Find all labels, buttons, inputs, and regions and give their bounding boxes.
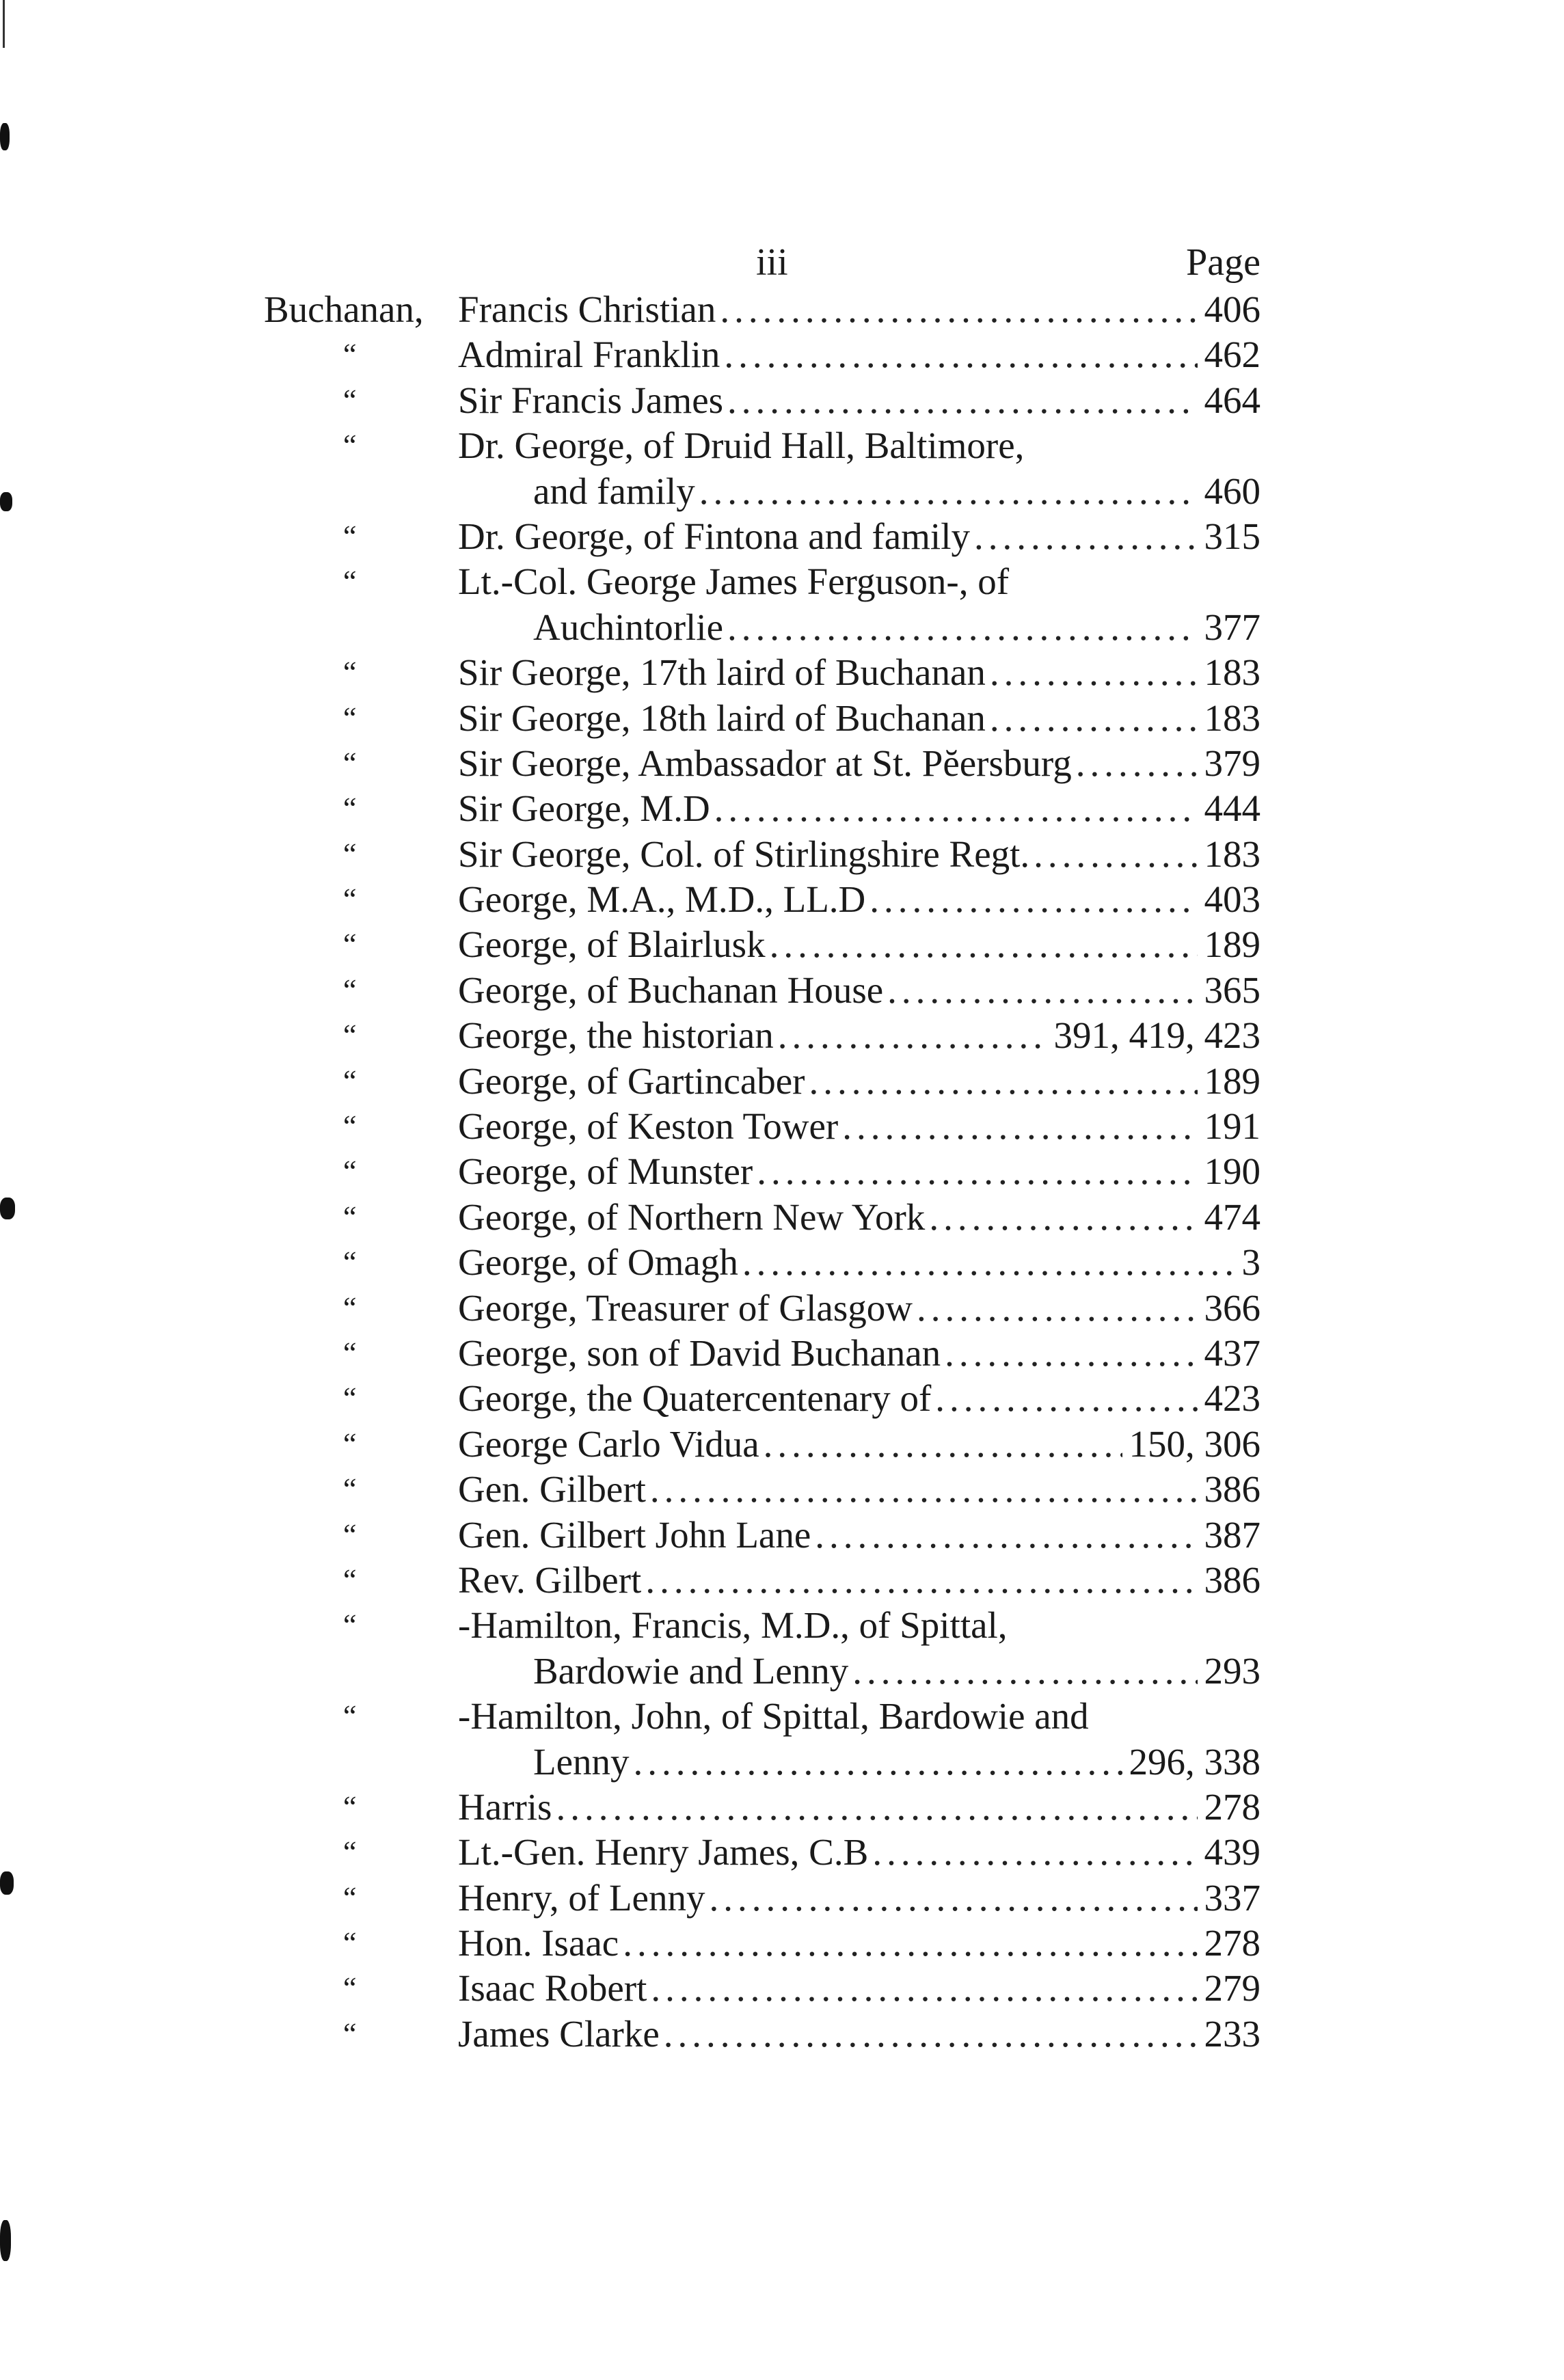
index-entry-line xyxy=(264,968,1260,1013)
page-reference: 386 xyxy=(1204,1558,1260,1601)
index-entry-line xyxy=(264,423,1260,468)
index-entry-line xyxy=(264,1013,1260,1058)
dot-leader xyxy=(699,469,1198,514)
entry-name: George, of Omagh xyxy=(458,1241,738,1284)
ditto-mark: “ xyxy=(343,1880,357,1915)
entry-name: Rev. Gilbert xyxy=(458,1558,642,1601)
page-reference: 387 xyxy=(1204,1513,1260,1556)
entry-label xyxy=(458,696,1260,741)
page-reference: 423 xyxy=(1204,1377,1260,1420)
page-reference: 233 xyxy=(1204,2012,1260,2055)
index-entry xyxy=(264,1104,1260,1149)
entry-name: Harris xyxy=(458,1785,552,1828)
page-reference: 183 xyxy=(1204,651,1260,694)
ditto-mark: “ xyxy=(343,1018,357,1053)
page-reference: 462 xyxy=(1204,334,1260,376)
page-reference: 365 xyxy=(1204,969,1260,1011)
ditto-mark: “ xyxy=(343,519,357,553)
index-entry-line xyxy=(264,1694,1260,1739)
entry-label xyxy=(458,559,1260,604)
index-entry xyxy=(264,1558,1260,1603)
index-entry-line xyxy=(264,1513,1260,1558)
ditto-mark: “ xyxy=(343,383,357,417)
dot-leader xyxy=(945,1331,1197,1376)
dot-leader xyxy=(724,332,1197,377)
entry-label xyxy=(458,968,1260,1013)
margin-blot xyxy=(0,492,12,511)
page-reference: 3 xyxy=(1241,1241,1260,1284)
index-entry xyxy=(264,2012,1260,2057)
page-reference: 464 xyxy=(1204,379,1260,421)
index-entry xyxy=(264,559,1260,650)
index-entry xyxy=(264,1830,1260,1875)
ditto-mark: “ xyxy=(343,1200,357,1234)
index-entry xyxy=(264,741,1260,786)
page-reference: 189 xyxy=(1204,923,1260,966)
index-entry xyxy=(264,1240,1260,1285)
page-reference: 377 xyxy=(1204,606,1260,648)
page-reference: 296, 338 xyxy=(1129,1740,1260,1783)
ditto-mark: “ xyxy=(343,746,357,780)
index-entry xyxy=(264,1467,1260,1512)
surname-heading: Buchanan, xyxy=(264,288,424,330)
page-number-roman: iii xyxy=(756,241,788,284)
index-entry xyxy=(264,832,1260,877)
ditto-mark: “ xyxy=(343,1290,357,1325)
page-reference: 293 xyxy=(1204,1649,1260,1692)
ditto-mark: “ xyxy=(343,565,357,599)
entry-name: Gen. Gilbert xyxy=(458,1468,646,1511)
entry-label xyxy=(458,1059,1260,1104)
index-entry xyxy=(264,1876,1260,1921)
entry-label xyxy=(458,1195,1260,1240)
dot-leader xyxy=(764,1422,1122,1467)
ditto-mark: “ xyxy=(343,1109,357,1144)
margin-blot xyxy=(0,123,10,150)
entry-name: George, the historian xyxy=(458,1014,774,1057)
entry-label xyxy=(458,423,1260,468)
index-entry xyxy=(264,1195,1260,1240)
ditto-mark: “ xyxy=(343,2016,357,2051)
dot-leader xyxy=(623,1921,1197,1966)
entry-name: Auchintorlie xyxy=(533,606,723,648)
entry-name: Sir George, 17th laird of Buchanan xyxy=(458,651,986,694)
page-column-label: Page xyxy=(1186,241,1260,284)
index-entry xyxy=(264,1013,1260,1058)
entry-name: George, of Gartincaber xyxy=(458,1059,805,1102)
entry-label xyxy=(458,1331,1260,1376)
entry-label xyxy=(458,514,1260,559)
entry-name: Lenny xyxy=(533,1740,630,1783)
entry-name: Sir George, 18th laird of Buchanan xyxy=(458,697,986,739)
entry-name: George, M.A., M.D., LL.D xyxy=(458,878,866,921)
page-reference: 189 xyxy=(1204,1059,1260,1102)
index-entry-line xyxy=(264,1603,1260,1648)
entry-label xyxy=(458,877,1260,922)
entry-name: Gen. Gilbert John Lane xyxy=(458,1513,811,1556)
dot-leader xyxy=(714,786,1198,831)
index-entry xyxy=(264,1059,1260,1104)
entry-label xyxy=(458,1240,1260,1285)
ditto-mark: “ xyxy=(343,1926,357,1960)
index-entry-line xyxy=(264,2012,1260,2057)
entry-name: Dr. George, of Fintona and family xyxy=(458,515,970,557)
ditto-mark: “ xyxy=(343,1563,357,1597)
dot-leader xyxy=(727,605,1198,650)
dot-leader xyxy=(809,1059,1198,1104)
dot-leader xyxy=(651,1966,1197,2011)
entry-label xyxy=(458,1558,1260,1603)
dot-leader xyxy=(664,2012,1198,2057)
dot-leader xyxy=(645,1558,1197,1603)
entry-label xyxy=(458,650,1260,695)
entry-label xyxy=(458,378,1260,423)
dot-leader xyxy=(935,1376,1197,1421)
scan-edge-mark xyxy=(3,0,5,48)
index-entry xyxy=(264,650,1260,695)
ditto-mark: “ xyxy=(343,1472,357,1506)
page-reference: 437 xyxy=(1204,1331,1260,1374)
entry-name: Francis Christian xyxy=(458,288,716,330)
entry-label xyxy=(458,332,1260,377)
dot-leader xyxy=(709,1876,1197,1921)
dot-leader xyxy=(869,877,1197,922)
index-entry-line xyxy=(264,877,1260,922)
index-entry xyxy=(264,696,1260,741)
dot-leader xyxy=(990,650,1198,695)
page-reference: 439 xyxy=(1204,1831,1260,1874)
dot-leader xyxy=(650,1467,1198,1512)
index-entry-line xyxy=(264,922,1260,967)
index-entry xyxy=(264,786,1260,831)
index-entry xyxy=(264,378,1260,423)
page-reference: 391, 419, 423 xyxy=(1053,1014,1260,1057)
index-entry-continuation xyxy=(264,469,1260,514)
index-entry xyxy=(264,1422,1260,1467)
margin-blot xyxy=(0,1871,14,1895)
index-entry xyxy=(264,1513,1260,1558)
page-reference: 444 xyxy=(1204,787,1260,830)
entry-name: Henry, of Lenny xyxy=(458,1876,705,1919)
entry-label xyxy=(458,1013,1260,1058)
page-reference: 366 xyxy=(1204,1286,1260,1329)
entry-label xyxy=(458,741,1260,786)
dot-leader xyxy=(720,287,1197,332)
page-reference: 379 xyxy=(1204,742,1260,784)
entry-label xyxy=(458,1876,1260,1921)
entry-name: George, Treasurer of Glasgow xyxy=(458,1286,913,1329)
index-entry xyxy=(264,1694,1260,1785)
ditto-mark: “ xyxy=(343,1245,357,1280)
ditto-mark: “ xyxy=(343,973,357,1007)
index-entry-line xyxy=(264,741,1260,786)
entry-label xyxy=(458,786,1260,831)
entry-name: Admiral Franklin xyxy=(458,334,720,376)
dot-leader xyxy=(887,968,1197,1013)
page-reference: 150, 306 xyxy=(1129,1422,1260,1465)
dot-leader xyxy=(917,1286,1198,1331)
index-entry-line xyxy=(264,1376,1260,1421)
index-entry xyxy=(264,332,1260,377)
ditto-mark: “ xyxy=(343,1789,357,1824)
dot-leader xyxy=(815,1513,1197,1558)
entry-label xyxy=(533,605,1260,650)
entry-label xyxy=(458,1149,1260,1194)
entry-label xyxy=(458,1694,1260,1739)
dot-leader xyxy=(990,696,1198,741)
entry-name: George, of Northern New York xyxy=(458,1195,926,1238)
dot-leader xyxy=(742,1240,1235,1285)
ditto-mark: “ xyxy=(343,1971,357,2005)
dot-leader xyxy=(929,1195,1197,1240)
index-entry xyxy=(264,1603,1260,1694)
page-reference: 278 xyxy=(1204,1922,1260,1964)
index-entry xyxy=(264,922,1260,967)
index-entry-line xyxy=(264,832,1260,877)
index-entry xyxy=(264,1286,1260,1331)
ditto-mark: “ xyxy=(343,1336,357,1370)
entry-name: -Hamilton, John, of Spittal, Bardowie and xyxy=(458,1695,1089,1737)
entry-label xyxy=(458,1513,1260,1558)
dot-leader xyxy=(842,1104,1197,1149)
page-reference: 406 xyxy=(1204,288,1260,330)
index-entry xyxy=(264,1785,1260,1830)
ditto-mark: “ xyxy=(343,1154,357,1189)
index-entry-line xyxy=(264,1195,1260,1240)
entry-label xyxy=(458,1467,1260,1512)
index-entry xyxy=(264,514,1260,559)
index-entry-line xyxy=(264,1467,1260,1512)
page-reference: 403 xyxy=(1204,878,1260,921)
index-entry-line xyxy=(264,1876,1260,1921)
dot-leader xyxy=(727,378,1197,423)
entry-name: Hon. Isaac xyxy=(458,1922,619,1964)
dot-leader xyxy=(872,1830,1197,1875)
entry-label xyxy=(458,832,1260,877)
dot-leader xyxy=(778,1013,1047,1058)
page-reference: 386 xyxy=(1204,1468,1260,1511)
entry-name: James Clarke xyxy=(458,2012,660,2055)
page-reference: 474 xyxy=(1204,1195,1260,1238)
entry-name: Sir George, Ambassador at St. Pĕersburg xyxy=(458,742,1072,784)
page-reference: 190 xyxy=(1204,1150,1260,1193)
entry-name: -Hamilton, Francis, M.D., of Spittal, xyxy=(458,1604,1008,1647)
index-entry-line xyxy=(264,696,1260,741)
entry-name: Sir George, Col. of Stirlingshire Regt. xyxy=(458,833,1030,875)
index-entry-line xyxy=(264,1286,1260,1331)
entry-name: George, of Keston Tower xyxy=(458,1105,839,1148)
index-entry-line xyxy=(264,1558,1260,1603)
index-entry xyxy=(264,968,1260,1013)
index-entry-line xyxy=(264,786,1260,831)
index-entry xyxy=(264,1149,1260,1194)
dot-leader xyxy=(634,1740,1122,1785)
entry-name: and family xyxy=(533,470,695,512)
index-entry-line xyxy=(264,559,1260,604)
index-entry-continuation xyxy=(264,1740,1260,1785)
page-reference: 191 xyxy=(1204,1105,1260,1148)
entry-name: George, of Buchanan House xyxy=(458,969,884,1011)
entry-name: Lt.-Col. George James Ferguson-, of xyxy=(458,560,1010,603)
index-entry-line xyxy=(264,1104,1260,1149)
index-entry-continuation xyxy=(264,605,1260,650)
entry-label xyxy=(458,1830,1260,1875)
page-reference: 337 xyxy=(1204,1876,1260,1919)
entry-label xyxy=(458,1376,1260,1421)
dot-leader xyxy=(1034,832,1197,877)
ditto-mark: “ xyxy=(343,1426,357,1461)
entry-label xyxy=(458,1286,1260,1331)
index-entry xyxy=(264,1376,1260,1421)
dot-leader xyxy=(556,1785,1197,1830)
index-entry xyxy=(264,287,1260,332)
index-entry-line xyxy=(264,332,1260,377)
entry-name: Dr. George, of Druid Hall, Baltimore, xyxy=(458,424,1025,467)
index-entry-line xyxy=(264,650,1260,695)
ditto-mark: “ xyxy=(343,701,357,735)
page-reference: 460 xyxy=(1204,470,1260,512)
entry-name: Sir George, M.D xyxy=(458,787,710,830)
index-entry-line xyxy=(264,1240,1260,1285)
entry-name: George, of Blairlusk xyxy=(458,923,766,966)
page-reference: 279 xyxy=(1204,1967,1260,2010)
index-entry xyxy=(264,877,1260,922)
entry-name: Lt.-Gen. Henry James, C.B xyxy=(458,1831,869,1874)
entry-label xyxy=(458,2012,1260,2057)
dot-leader xyxy=(852,1649,1197,1694)
ditto-mark: “ xyxy=(343,1699,357,1733)
entry-name: George, the Quatercentenary of xyxy=(458,1377,932,1420)
index-entry-line xyxy=(264,378,1260,423)
ditto-mark: “ xyxy=(343,928,357,962)
ditto-mark: “ xyxy=(343,338,357,372)
ditto-mark: “ xyxy=(343,655,357,690)
ditto-mark: “ xyxy=(343,1064,357,1098)
page-reference: 183 xyxy=(1204,833,1260,875)
ditto-mark: “ xyxy=(343,429,357,463)
ditto-mark: “ xyxy=(343,837,357,871)
index-entry-line xyxy=(264,1785,1260,1830)
margin-blot xyxy=(0,2220,11,2261)
ditto-mark: “ xyxy=(343,1517,357,1552)
index-entry-continuation xyxy=(264,1649,1260,1694)
entry-label xyxy=(458,1966,1260,2011)
entry-name: George, son of David Buchanan xyxy=(458,1331,941,1374)
entry-label xyxy=(458,1785,1260,1830)
index-entry-line xyxy=(264,1422,1260,1467)
index-entry-line xyxy=(264,1149,1260,1194)
entry-label xyxy=(458,1603,1260,1648)
ditto-mark: “ xyxy=(343,882,357,917)
entry-label xyxy=(458,922,1260,967)
entry-label xyxy=(533,1740,1260,1785)
dot-leader xyxy=(757,1149,1197,1194)
page-reference: 278 xyxy=(1204,1785,1260,1828)
dot-leader xyxy=(770,922,1198,967)
page-reference: 183 xyxy=(1204,697,1260,739)
page-reference: 315 xyxy=(1204,515,1260,557)
entry-name: Bardowie and Lenny xyxy=(533,1649,849,1692)
entry-name: George, of Munster xyxy=(458,1150,753,1193)
index-entry-line xyxy=(264,1331,1260,1376)
index-entry-line xyxy=(264,1830,1260,1875)
entry-label xyxy=(533,469,1260,514)
index-entry xyxy=(264,1331,1260,1376)
ditto-mark: “ xyxy=(343,792,357,826)
entry-name: George Carlo Vidua xyxy=(458,1422,759,1465)
index-entry xyxy=(264,1921,1260,1966)
margin-blot xyxy=(0,1198,15,1219)
entry-label xyxy=(458,1104,1260,1149)
index-entry-line xyxy=(264,287,1260,332)
index-entry-line xyxy=(264,1059,1260,1104)
entry-label xyxy=(458,1422,1260,1467)
entry-label xyxy=(458,287,1260,332)
index-entry xyxy=(264,423,1260,514)
index-entry-line xyxy=(264,1966,1260,2011)
index-entry-line xyxy=(264,514,1260,559)
entry-label xyxy=(458,1921,1260,1966)
entry-name: Sir Francis James xyxy=(458,379,724,421)
index-entry-line xyxy=(264,1921,1260,1966)
ditto-mark: “ xyxy=(343,1835,357,1869)
index-entries xyxy=(264,287,1260,2057)
dot-leader xyxy=(974,514,1198,559)
entry-name: Isaac Robert xyxy=(458,1967,647,2010)
ditto-mark: “ xyxy=(343,1608,357,1642)
entry-label xyxy=(533,1649,1260,1694)
ditto-mark: “ xyxy=(343,1381,357,1416)
index-entry xyxy=(264,1966,1260,2011)
dot-leader xyxy=(1076,741,1198,786)
